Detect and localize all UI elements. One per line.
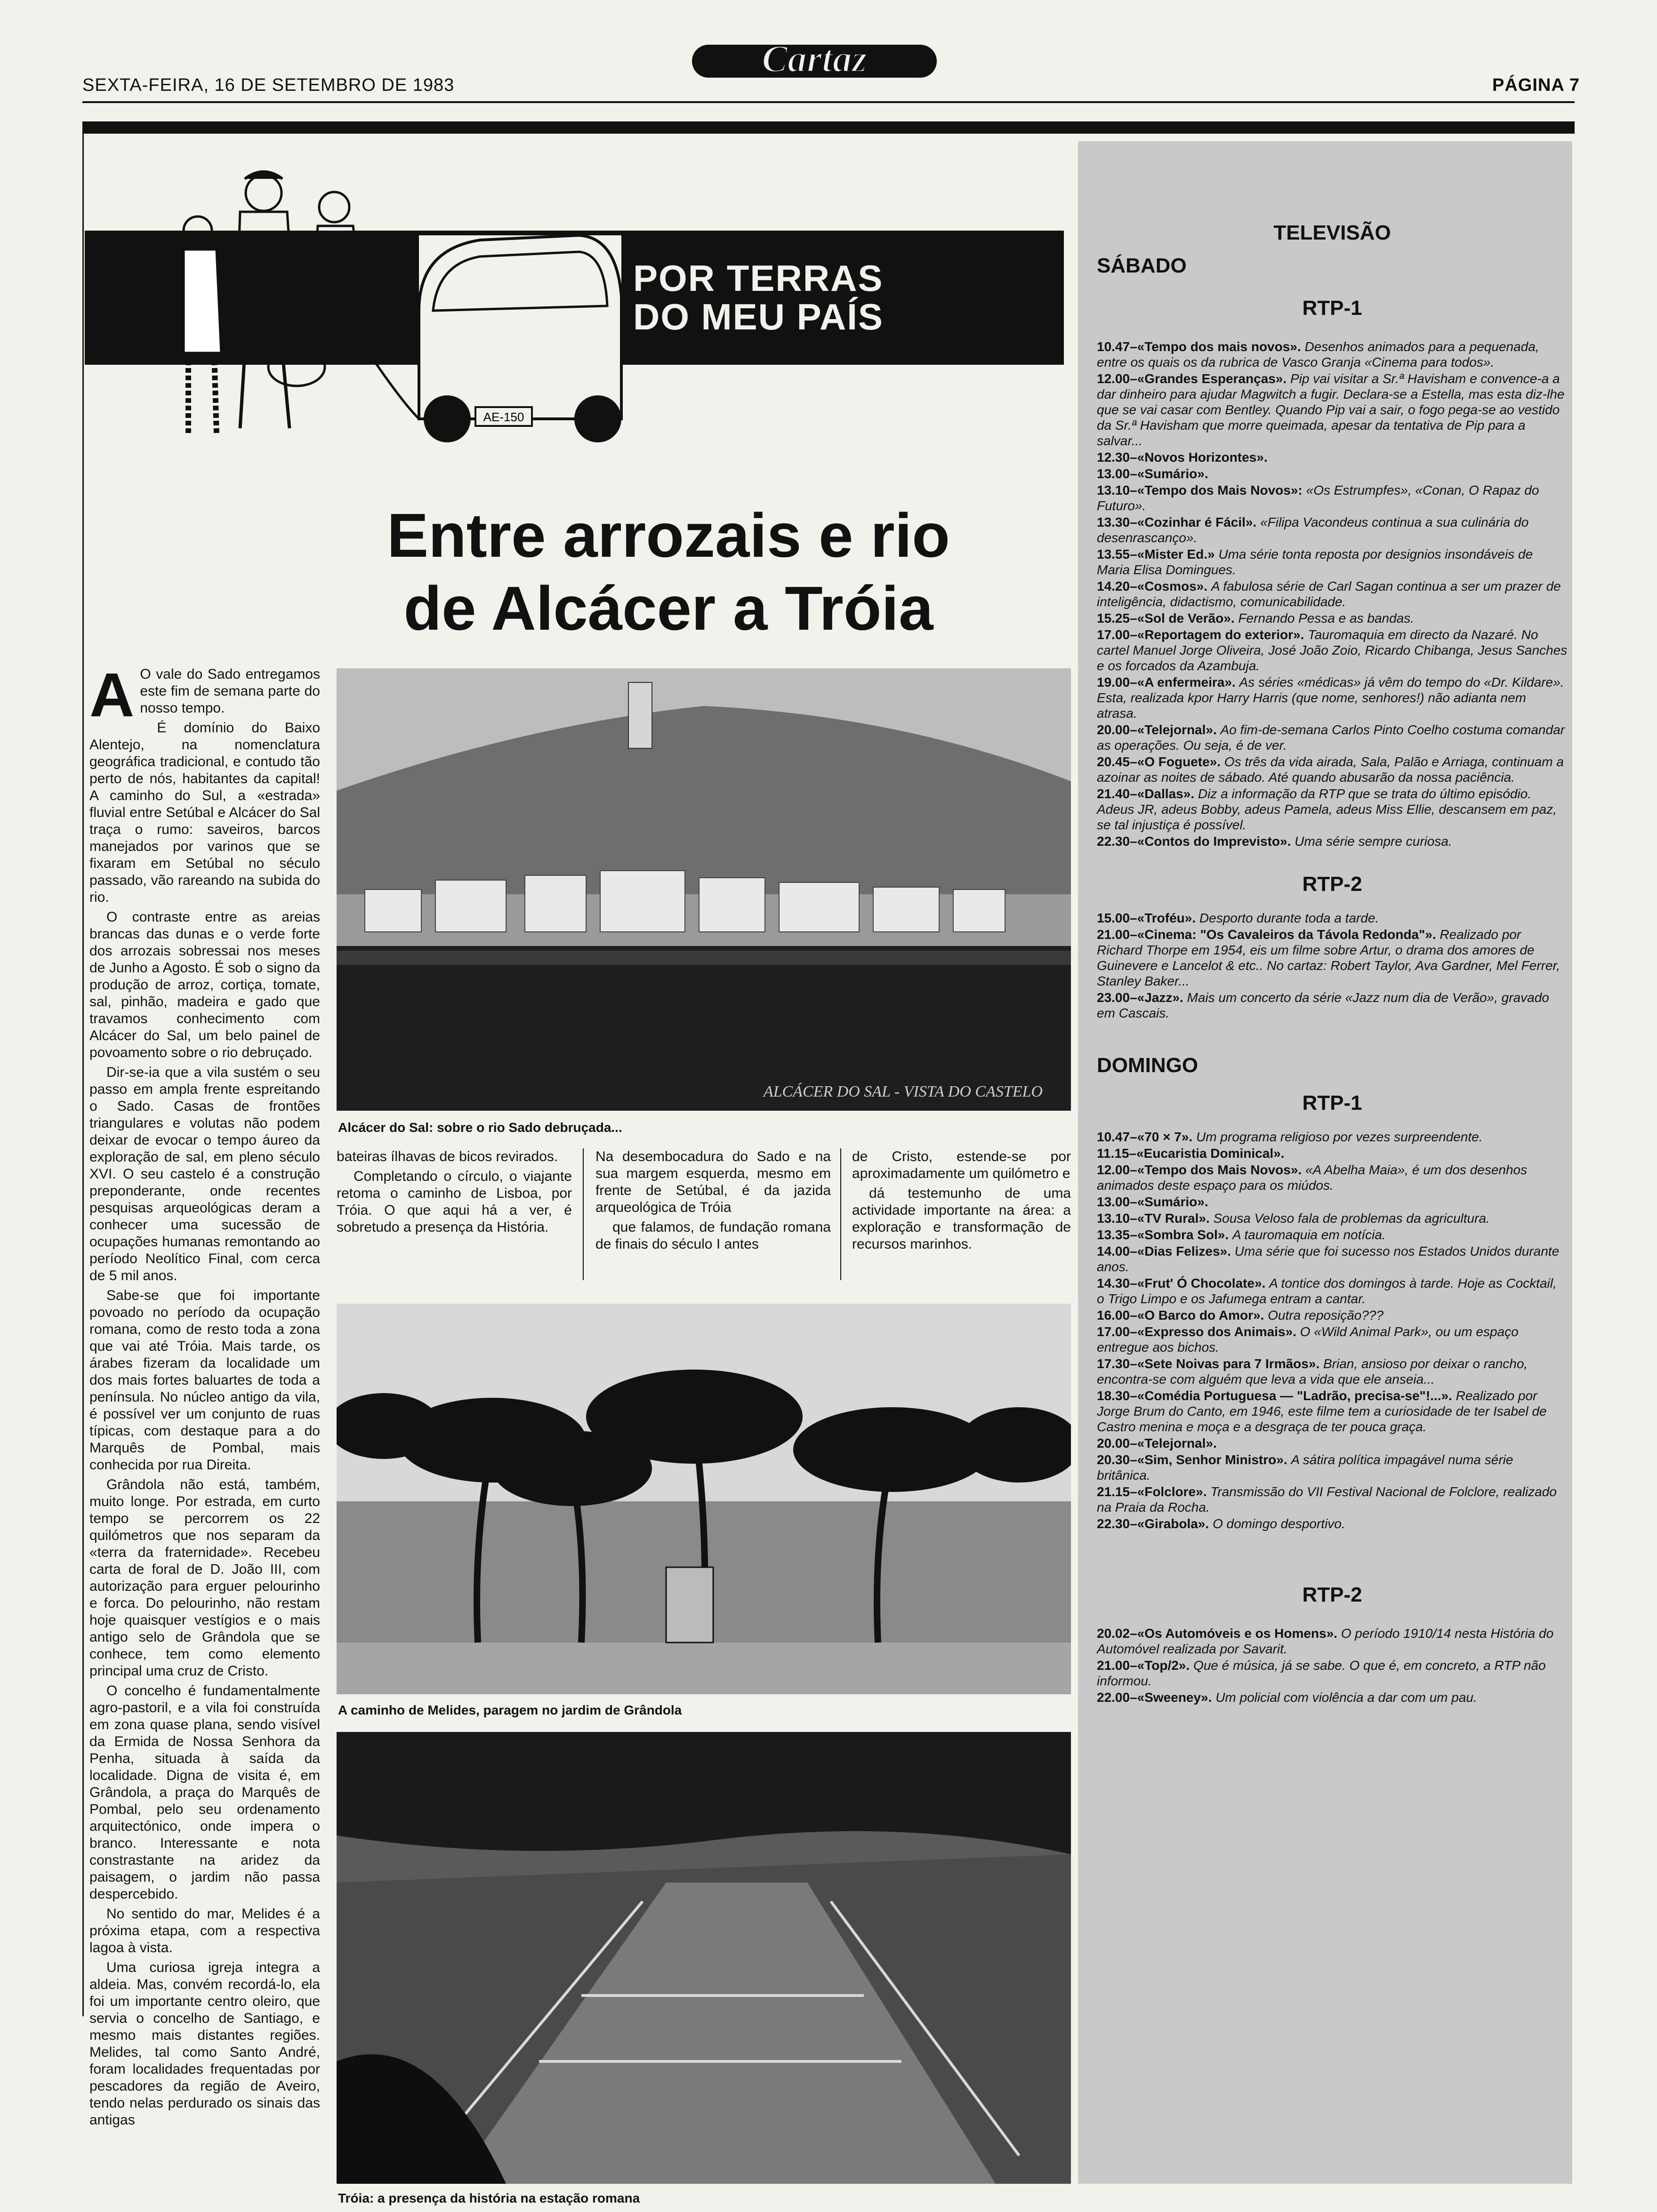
program-time-title: 14.30–«Frut' Ó Chocolate». xyxy=(1097,1276,1270,1290)
man-head xyxy=(246,175,282,211)
paragraph: O contraste entre as areias brancas das dunas e o verde forte dos arrozais sobressai nos meses de Junho a Agosto. É sob o signo da produção de arroz, cortiça, tomate, sal, pinhão, madeira e gado que travamos conhecimento com Alcácer do Sal, um belo painel de povoamento sobre o rio debruçado. xyxy=(89,909,320,1060)
program-entry xyxy=(1097,482,1568,513)
program-entry xyxy=(1097,449,1568,465)
family-car-illustration xyxy=(155,155,635,447)
program-time-title: 20.00–«Telejornal». xyxy=(1097,722,1221,737)
program-entry xyxy=(1097,1162,1568,1193)
program-description: Mais um concerto da série «Jazz num dia de Verão», gravado em Cascais. xyxy=(1097,990,1549,1020)
program-entry xyxy=(1097,1324,1568,1355)
banner-title: POR TERRAS DO MEU PAÍS xyxy=(633,257,884,337)
paragraph: No sentido do mar, Melides é a próxima etapa, com a respectiva lagoa à vista. xyxy=(89,1906,320,1956)
program-time-title: 23.00–«Jazz». xyxy=(1097,990,1187,1005)
program-entry xyxy=(1097,834,1568,849)
program-entry xyxy=(1097,1658,1568,1689)
program-entry xyxy=(1097,1452,1568,1483)
program-entry xyxy=(1097,1435,1568,1451)
paragraph: Dir-se-ia que a vila sustém o seu passo em ampla frente espreitando o Sado. Casas de frontões triangulares e volutas não podem deixar de evocar o tempo áureo da exploração de sal, em pleno século XVI. O seu castelo é a construção preponderante, onde recentes pesquisas arqueológicas deram a conhecer uma sucessão de ocupações humanas remontando ao período Neolítico Final, com cerca de 5 mil anos. xyxy=(89,1065,320,1283)
article-column-4 xyxy=(852,1148,1071,1256)
program-time-title: 17.30–«Sete Noivas para 7 Irmãos». xyxy=(1097,1356,1323,1371)
header-date: SEXTA-FEIRA, 16 DE SETEMBRO DE 1983 xyxy=(82,75,455,95)
program-description: As séries «médicas» já vêm do tempo do «Dr. Kildare». Esta, realizada kpor Harry Harris (que nome, senhores!) não adianta nem atrasa. xyxy=(1097,675,1564,721)
program-time-title: 18.30–«Comédia Portuguesa — "Ladrão, precisa-se"!...». xyxy=(1097,1388,1456,1403)
program-entry xyxy=(1097,1210,1568,1226)
program-entry xyxy=(1097,1129,1568,1145)
program-time-title: 15.00–«Troféu». xyxy=(1097,911,1199,925)
program-entry xyxy=(1097,466,1568,481)
program-time-title: 13.10–«TV Rural». xyxy=(1097,1211,1214,1226)
program-entry xyxy=(1097,786,1568,833)
program-time-title: 12.30–«Novos Horizontes». xyxy=(1097,450,1268,465)
program-entry xyxy=(1097,1194,1568,1210)
program-description: «A Abelha Maia», é um dos desenhos animados deste espaço para os miúdos. xyxy=(1097,1162,1528,1193)
program-description: Uma série que foi sucesso nos Estados Unidos durante anos. xyxy=(1097,1244,1560,1274)
top-bar xyxy=(82,121,1575,134)
paragraph: É domínio do Baixo Alentejo, na nomenclatura geográfica tradicional, e contudo tão perto de nós, habitantes da capital! A caminho do Sul, a «estrada» fluvial entre Setúbal e Alcácer do Sal traça o rumo: saveiros, barcos manejados por varinos que se fixaram em Setúbal no século passado, vão rareando na subida do rio. xyxy=(89,720,320,905)
program-entry xyxy=(1097,610,1568,626)
program-time-title: 19.00–«A enfermeira». xyxy=(1097,675,1239,689)
program-entry xyxy=(1097,578,1568,609)
program-time-title: 13.10–«Tempo dos Mais Novos»: xyxy=(1097,483,1306,497)
program-time-title: 13.55–«Mister Ed.» xyxy=(1097,547,1219,561)
program-time-title: 21.00–«Top/2». xyxy=(1097,1658,1193,1673)
program-time-title: 13.00–«Sumário». xyxy=(1097,1194,1208,1209)
header-page: PÁGINA 7 xyxy=(1492,75,1580,95)
program-entry xyxy=(1097,1626,1568,1657)
program-description: Os três da vida airada, Sala, Palão e Arriaga, continuam a azoinar as noites de sábado. Até quando abusarão da nossa paciência. xyxy=(1097,754,1564,785)
license-plate-text: AE-150 xyxy=(483,410,524,424)
program-entry xyxy=(1097,1307,1568,1323)
program-entry xyxy=(1097,1690,1568,1705)
schedule-domingo-rtp2 xyxy=(1097,1626,1568,1705)
program-entry xyxy=(1097,1388,1568,1435)
program-time-title: 21.00–«Cinema: "Os Cavaleiros da Távola Redonda"». xyxy=(1097,927,1440,942)
program-description: Desporto durante toda a tarde. xyxy=(1199,911,1379,925)
program-description: Uma série tonta reposta por designios insondáveis de Maria Elisa Domingues. xyxy=(1097,547,1533,577)
beret xyxy=(245,172,282,179)
program-entry xyxy=(1097,514,1568,545)
dropcap: A xyxy=(89,660,135,729)
program-time-title: 13.35–«Sombra Sol». xyxy=(1097,1227,1232,1242)
paragraph: Na desembocadura do Sado e na sua margem esquerda, mesmo em frente de Setúbal, é da jazida arqueológica de Tróia xyxy=(595,1149,831,1215)
program-description: Outra reposição??? xyxy=(1268,1308,1384,1322)
program-entry xyxy=(1097,1356,1568,1387)
program-time-title: 13.30–«Cozinhar é Fácil». xyxy=(1097,515,1261,529)
program-description: Sousa Veloso fala de problemas da agricultura. xyxy=(1213,1211,1490,1226)
program-entry xyxy=(1097,674,1568,721)
car-wheel-right xyxy=(574,395,621,442)
program-time-title: 22.30–«Contos do Imprevisto». xyxy=(1097,834,1295,849)
program-time-title: 15.25–«Sol de Verão». xyxy=(1097,611,1239,625)
program-time-title: 22.30–«Girabola». xyxy=(1097,1516,1213,1531)
channel-rtp1: RTP-1 xyxy=(1302,1091,1362,1114)
paragraph: Uma curiosa igreja integra a aldeia. Mas, convém recordá-lo, ela foi um importante centro oleiro, que servia o concelho de Santiago, e mesmo mais distantes regiões. Melides, tal como Santo André, foram localidades frequentadas por pescadores da região de Aveiro, tendo nelas perdurado os sinais das antigas xyxy=(89,1960,320,2128)
program-description: Um policial com violência a dar com um pau. xyxy=(1215,1690,1477,1705)
article-column-3 xyxy=(595,1148,831,1256)
program-entry xyxy=(1097,1516,1568,1531)
program-description: Que é música, já se sabe. O que é, em concreto, a RTP não informou. xyxy=(1097,1658,1546,1688)
program-entry xyxy=(1097,927,1568,989)
program-time-title: 12.00–«Grandes Esperanças». xyxy=(1097,371,1290,386)
monument xyxy=(666,1567,713,1643)
child-head xyxy=(184,216,212,245)
paragraph: Sabe-se que foi importante povoado no período da ocupação romana, como de resto toda a zona que vai até Tróia. Mais tarde, os árabes fizeram da localidade um dos mais fortes baluartes de toda a península. No núcleo antigo da vila, é possível ver um conjunto de ruas típicas, com destaque para a do Marquês de Pombal, mais conhecida por rua Direita. xyxy=(89,1288,320,1473)
tv-listings xyxy=(1097,151,1568,1706)
paragraph: O vale do Sado entregamos este fim de semana parte do nosso tempo. xyxy=(140,666,320,716)
cartaz-logo xyxy=(683,19,946,89)
program-entry xyxy=(1097,371,1568,449)
channel-rtp1: RTP-1 xyxy=(1302,297,1362,320)
left-rule xyxy=(82,134,84,2016)
photo-grandola-garden xyxy=(337,1304,1071,1694)
program-entry xyxy=(1097,546,1568,577)
program-description: A tauromaquia em notícia. xyxy=(1232,1227,1386,1242)
program-time-title: 20.00–«Telejornal». xyxy=(1097,1436,1217,1451)
man-body xyxy=(235,212,297,353)
photo-troia-ruins xyxy=(337,1732,1071,2184)
schedule-sabado-rtp2 xyxy=(1097,910,1568,1021)
program-description: Pip vai visitar a Sr.ª Havisham e convence-a a dar dinheiro para ajudar Magwitch a fugir. Declara-se a Estella, mas esta diz-lhe que se vai casar com Bentley. Quando Pip vai a sair, o fogo pega-se ao vestido da Sr.ª Havisham que morre queimada, apesar da tentativa de Pip para a salvar... xyxy=(1097,371,1565,448)
program-time-title: 20.02–«Os Automóveis e os Homens». xyxy=(1097,1626,1341,1641)
program-description: A sátira política impagável numa série britânica. xyxy=(1097,1452,1513,1483)
channel-rtp2: RTP-2 xyxy=(1302,873,1362,896)
paragraph: que falamos, de fundação romana de finais do século I antes xyxy=(595,1219,831,1252)
program-time-title: 14.20–«Cosmos». xyxy=(1097,579,1211,593)
program-description: Brian, ansioso por deixar o rancho, encontra-se com alguém que leva a vida que ele anseia... xyxy=(1097,1356,1528,1387)
program-time-title: 10.47–«Tempo dos mais novos». xyxy=(1097,339,1305,354)
article-headline: Entre arrozais e rio de Alcácer a Tróia xyxy=(387,501,950,643)
program-time-title: 10.47–«70 × 7». xyxy=(1097,1130,1196,1144)
program-description: Um programa religioso por vezes surpreendente. xyxy=(1196,1130,1483,1144)
program-time-title: 17.00–«Expresso dos Animais». xyxy=(1097,1324,1300,1339)
tv-title: TELEVISÃO xyxy=(1273,221,1391,244)
program-entry xyxy=(1097,722,1568,753)
program-entry xyxy=(1097,1243,1568,1274)
program-description: «Filipa Vacondeus continua a sua culinária do desenrascanço». xyxy=(1097,515,1529,545)
program-description: Transmissão do VII Festival Nacional de Folclore, realizado na Praia da Rocha. xyxy=(1097,1484,1557,1515)
program-description: A tontice dos domingos à tarde. Hoje as Cocktail, o Trigo Limpo e os Jafumega entram a cantar. xyxy=(1097,1276,1557,1306)
program-time-title: 22.00–«Sweeney». xyxy=(1097,1690,1216,1705)
column-rule xyxy=(840,1148,841,1280)
program-entry xyxy=(1097,1484,1568,1515)
column-rule xyxy=(583,1148,584,1280)
paragraph: Grândola não está, também, muito longe. Por estrada, em curto tempo se percorrem os 22 quilómetros que nos separam da «terra da fraternidade». Recebeu carta de foral de D. João III, com autorização para erguer pelourinho e forca. Do pelourinho, não restam hoje quaisquer vestígios e o mais antigo selo de Grândola que se conhece, tem como elemento principal uma cruz de Cristo. xyxy=(89,1477,320,1679)
photo3-caption: Tróia: a presença da história na estação romana xyxy=(338,2191,640,2205)
program-description: Uma série sempre curiosa. xyxy=(1295,834,1452,849)
program-description: O período 1910/14 nesta História do Automóvel realizada por Savarit. xyxy=(1097,1626,1554,1656)
photo2-caption: A caminho de Melides, paragem no jardim de Grândola xyxy=(338,1703,682,1717)
program-time-title: 13.00–«Sumário». xyxy=(1097,466,1208,481)
program-time-title: 16.00–«O Barco do Amor». xyxy=(1097,1308,1268,1322)
program-entry xyxy=(1097,1227,1568,1242)
paragraph: O concelho é fundamentalmente agro-pastoril, e a vila foi construída em zona quase plana, sendo visível da Ermida de Nossa Senhora da Penha, situada à saída da localidade. Digna de visita é, em Grândola, a praça do Marquês de Pombal, pelo seu ordenamento arquitectónico, onde impera o branco. Interessante e nota constrastante na aridez da paisagem, o jardim não passa despercebido. xyxy=(89,1683,320,1902)
program-entry xyxy=(1097,1146,1568,1161)
program-description: O «Wild Animal Park», ou um espaço entregue aos bichos. xyxy=(1097,1324,1519,1354)
photo-inscription: ALCÁCER DO SAL - VISTA DO CASTELO xyxy=(763,1083,1043,1100)
paragraph: dá testemunho de uma actividade importante na área: a exploração e transformação de recursos marinhos. xyxy=(852,1186,1071,1252)
paragraph: de Cristo, estende-se por aproximadamente um quilómetro e xyxy=(852,1149,1071,1181)
program-description: Realizado por Jorge Brum do Canto, em 1946, este filme tem a curiosidade de ter Isabel de Castro menina e moça e a desgraça de ter pouca graça. xyxy=(1097,1388,1547,1434)
program-description: Ao fim-de-semana Carlos Pinto Coelho costuma comandar as operações. Ou seja, é de ver. xyxy=(1097,722,1565,753)
schedule-sabado-rtp1 xyxy=(1097,339,1568,849)
program-entry xyxy=(1097,627,1568,673)
article-column-2 xyxy=(337,1148,572,1239)
program-description: Desenhos animados para a pequenada, entre os quais os da rubrica de Vasco Granja «Cinema para todos». xyxy=(1097,339,1539,369)
paragraph: bateiras ílhavas de bicos revirados. xyxy=(337,1149,558,1164)
program-entry xyxy=(1097,910,1568,926)
program-entry xyxy=(1097,1275,1568,1306)
photo1-caption: Alcácer do Sal: sobre o rio Sado debruçada... xyxy=(338,1120,622,1135)
day-domingo: DOMINGO xyxy=(1097,1054,1199,1077)
section-title: Cartaz xyxy=(762,37,867,80)
paragraph: Completando o círculo, o viajante retoma o caminho de Lisboa, por Tróia. O que aqui há a ver, é sobretudo a presença da História. xyxy=(337,1169,572,1235)
program-description: A fabulosa série de Carl Sagan continua a ser um prazer de inteligência, didactismo, comunicabilidade. xyxy=(1097,579,1561,609)
article-column-1 xyxy=(89,660,320,2172)
day-sabado: SÁBADO xyxy=(1097,254,1187,277)
car-body xyxy=(419,235,621,419)
program-entry xyxy=(1097,339,1568,370)
program-time-title: 17.00–«Reportagem do exterior». xyxy=(1097,627,1308,642)
program-time-title: 21.40–«Dallas». xyxy=(1097,786,1198,801)
program-time-title: 14.00–«Dias Felizes». xyxy=(1097,1244,1235,1258)
program-time-title: 12.00–«Tempo dos Mais Novos». xyxy=(1097,1162,1305,1177)
photo-alcacer-do-sal xyxy=(337,668,1071,1111)
program-entry xyxy=(1097,990,1568,1021)
program-description: Tauromaquia em directo da Nazaré. No cartel Manuel Jorge Oliveira, José João Zoio, Ricardo Chibanga, Jesus Sanches e os forcados da Azambuja. xyxy=(1097,627,1568,673)
channel-rtp2: RTP-2 xyxy=(1302,1583,1362,1606)
program-time-title: 20.45–«O Foguete». xyxy=(1097,754,1224,769)
car-wheel-left xyxy=(424,395,471,442)
program-description: Fernando Pessa e as bandas. xyxy=(1238,611,1415,625)
program-time-title: 11.15–«Eucaristia Dominical». xyxy=(1097,1146,1285,1161)
program-description: Realizado por Richard Thorpe em 1954, eis um filme sobre Artur, o drama dos amores de Guinevere e Lancelot & etc.. No cartaz: Robert Taylor, Ava Gardner, Mel Ferrer, Stanley Baker... xyxy=(1097,927,1560,988)
program-time-title: 21.15–«Folclore». xyxy=(1097,1484,1211,1499)
program-description: «Os Estrumpfes», «Conan, O Rapaz do Futuro». xyxy=(1097,483,1539,513)
program-entry xyxy=(1097,754,1568,785)
schedule-domingo-rtp1 xyxy=(1097,1129,1568,1531)
woman-head xyxy=(319,192,349,222)
program-time-title: 20.30–«Sim, Senhor Ministro». xyxy=(1097,1452,1291,1467)
header-rule xyxy=(82,101,1575,103)
program-description: Diz a informação da RTP que se trata do último episódio. Adeus JR, adeus Bobby, adeus Pamela, adeus Miss Ellie, descansem em paz, se tal injustiça é possível. xyxy=(1097,786,1557,832)
program-description: O domingo desportivo. xyxy=(1212,1516,1345,1531)
